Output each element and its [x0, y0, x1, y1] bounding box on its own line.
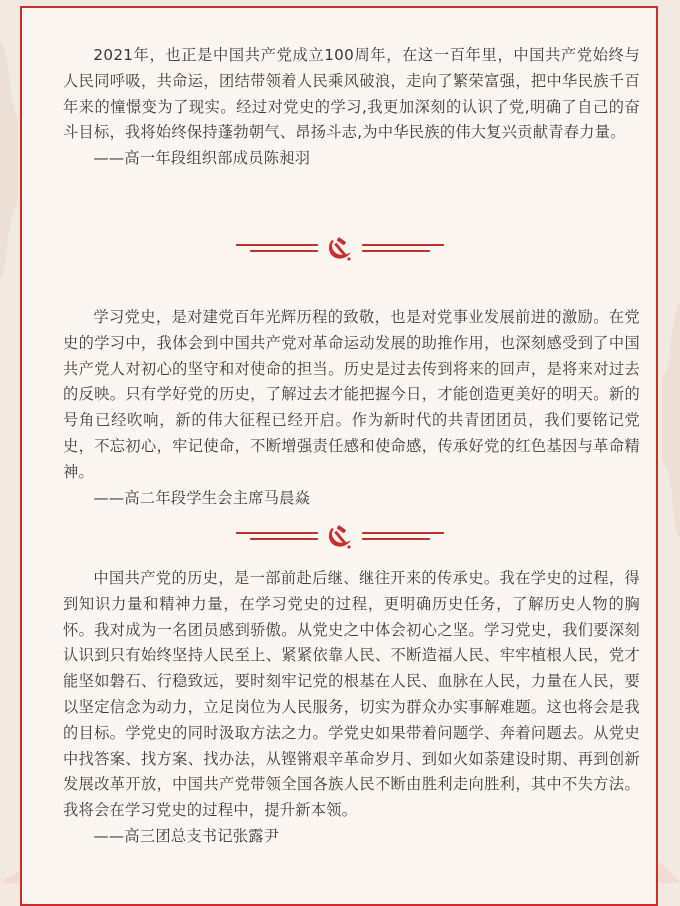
quote-section-3 [63, 566, 640, 850]
hammer-sickle-icon [325, 236, 355, 262]
section-divider-1 [230, 236, 450, 262]
quote-paragraph-1: 2021年，也正是中国共产党成立100周年，在这一百年里，中国共产党始终与人民同呼吸，共命运，团结带领着人民乘风破浪，走向了繁荣富强，把中华民族千百年来的憧憬变为了现实。经过对党史的学习,我更加深刻的认识了党,明确了自己的奋斗目标，我将始终保持蓬勃朝气、昂扬斗志,为中华民族的伟大复兴贡献青春力量。 [63, 46, 640, 142]
quote-paragraph-2: 学习党史，是对建党百年光辉历程的致敬，也是对党事业发展前进的激励。在党史的学习中，我体会到中国共产党对革命运动发展的助推作用，也深刻感受到了中国共产党人对初心的坚守和对使命的担当。历史是过去传到将来的回声，是将来对过去的反映。只有学好党的历史，了解过去才能把握今日，才能创造更美好的明天。新的号角已经吹响，新的伟大征程已经开启。作为新时代的共青团团员，我们要铭记党史，不忘初心，牢记使命，不断增强责任感和使命感，传承好党的红色基因与革命精神。 [63, 308, 640, 481]
quote-signature-3: ——高三团总支书记张露尹 [93, 826, 280, 845]
quote-signature-1: ——高一年段组织部成员陈昶羽 [93, 149, 311, 168]
quote-section-1 [63, 43, 640, 172]
quote-paragraph-3: 中国共产党的历史，是一部前赴后继、继往开来的传承史。我在学史的过程，得到知识力量和精神力量，在学习党史的过程，更明确历史任务，了解历史人物的胸怀。我对成为一名团员感到骄傲。从党史之中体会初心之坚。学习党史，我们要深刻认识到只有始终坚持人民至上、紧紧依靠人民、不断造福人民、牢牢植根人民，党才能坚如磐石、行稳致远，要时刻牢记党的根基在人民、血脉在人民，力量在人民，要以坚定信念为动力，立足岗位为人民服务，切实为群众办实事解难题。这也将会是我的目标。学党史的同时汲取方法之力。学党史如果带着问题学、奔着问题去。从党史中找答案、找方案、找办法，从铿锵艰辛革命岁月、到如火如荼建设时期、再到创新发展改革开放，中国共产党带领全国各族人民不断由胜利走向胜利，其中不失方法。我将会在学习党史的过程中，提升新本领。 [63, 569, 640, 820]
quote-signature-2: ——高二年段学生会主席马晨焱 [93, 488, 311, 507]
hammer-sickle-icon [325, 524, 355, 550]
quote-section-2 [63, 305, 640, 511]
section-divider-2 [230, 524, 450, 550]
